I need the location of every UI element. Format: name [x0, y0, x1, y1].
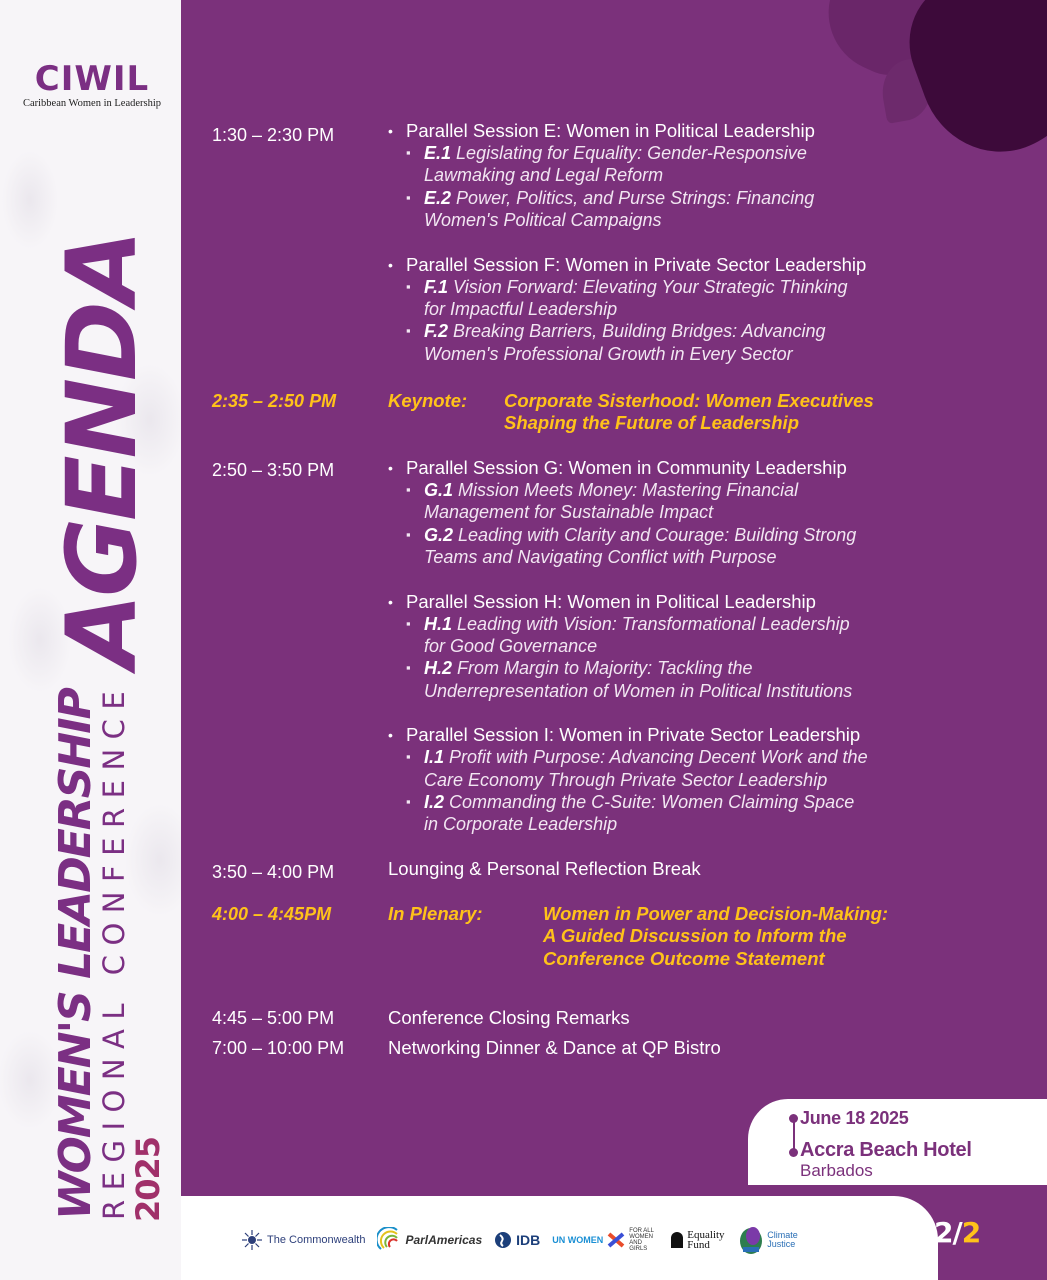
- footer: [181, 1196, 1047, 1280]
- session-item-line: Teams and Navigating Conflict with Purpose: [424, 547, 777, 568]
- session-code: H.2: [424, 658, 453, 679]
- agenda-sessions: [388, 120, 1028, 365]
- plenary-label: In Plenary:: [388, 903, 483, 924]
- session-item-line: Management for Sustainable Impact: [424, 502, 714, 523]
- event-subtitle: REGIONAL CONFERENCE: [97, 681, 131, 1220]
- agenda-time: 4:00 – 4:45PM: [212, 904, 332, 924]
- agenda-time: 1:30 – 2:30 PM: [212, 125, 335, 145]
- logo-subtitle: Caribbean Women in Leadership: [22, 98, 162, 109]
- session-code: F.1: [424, 276, 449, 297]
- agenda-body: [388, 1007, 1028, 1029]
- session-item-line: Commanding the C-Suite: Women Claiming Space: [449, 792, 855, 813]
- session-title: • Parallel Session I: Women in Private Sector Leadership: [388, 724, 1028, 746]
- agenda-text: Lounging & Personal Reflection Break: [388, 858, 701, 879]
- agenda-time: 3:50 – 4:00 PM: [212, 862, 335, 882]
- keynote-title: [504, 390, 984, 435]
- idb-globe-icon: [494, 1231, 512, 1249]
- keynote-line: Corporate Sisterhood: Women Executives: [504, 390, 874, 411]
- square-bullet-icon: ▪: [406, 660, 411, 676]
- session-code: E.1: [424, 143, 452, 163]
- agenda-time: 7:00 – 10:00 PM: [212, 1038, 345, 1058]
- plenary-line: Conference Outcome Statement: [543, 947, 825, 969]
- partner-name: IDB: [516, 1232, 541, 1248]
- agenda-body: [388, 858, 1028, 880]
- agenda-text: Networking Dinner & Dance at QP Bistro: [388, 1037, 721, 1058]
- equality-fund-icon: [671, 1232, 683, 1248]
- agenda-panel: [181, 0, 1047, 1196]
- session-block: [388, 591, 1028, 703]
- square-bullet-icon: ▪: [406, 749, 411, 765]
- session-code: I.2: [424, 792, 445, 813]
- session-item-line: Underrepresentation of Women in Political Institutions: [424, 680, 853, 701]
- sidebar: [0, 0, 181, 1280]
- session-block: [388, 457, 1028, 569]
- session-item-line: Leading with Vision: Transformational Leadership: [457, 613, 850, 634]
- square-bullet-icon: ▪: [406, 482, 411, 497]
- session-item-line: for Impactful Leadership: [424, 299, 618, 320]
- page-separator: /: [952, 1216, 962, 1249]
- agenda-time: 2:50 – 3:50 PM: [212, 460, 335, 480]
- partner-parlamericas: [377, 1227, 482, 1253]
- session-title: • Parallel Session F: Women in Private Sector Leadership: [388, 254, 1028, 276]
- plenary-title: [543, 903, 1023, 970]
- square-bullet-icon: ▪: [406, 278, 411, 294]
- partner-name: UN WOMEN: [552, 1234, 604, 1245]
- agenda-sessions: [388, 457, 1028, 836]
- session-item-line: Legislating for Equality: Gender-Responsive: [456, 143, 807, 163]
- session-item: [388, 320, 1028, 365]
- session-code: H.1: [424, 613, 453, 634]
- partner-name: Equality Fund: [687, 1229, 725, 1251]
- session-item-line: Power, Politics, and Purse Strings: Financing: [456, 187, 815, 208]
- partner-tagline: FOR ALL WOMEN AND GIRLS: [629, 1228, 654, 1252]
- session-code: G.1: [424, 480, 454, 500]
- plenary-line: A Guided Discussion to Inform the: [543, 925, 847, 947]
- session-item: [388, 613, 1028, 658]
- session-item-line: Breaking Barriers, Building Bridges: Advancing: [453, 321, 826, 342]
- plenary-line: Women in Power and Decision-Making:: [543, 903, 889, 924]
- session-item-line: Profit with Purpose: Advancing Decent Work and the: [449, 747, 868, 768]
- timeline-dot-icon: [789, 1148, 798, 1157]
- session-item-line: Vision Forward: Elevating Your Strategic Thinking: [453, 276, 848, 297]
- partner-name: The Commonwealth: [267, 1234, 366, 1246]
- session-item: [388, 187, 1028, 232]
- session-item: [388, 524, 1028, 569]
- venue-city: Barbados: [800, 1161, 873, 1180]
- keynote-line: Shaping the Future of Leadership: [504, 412, 799, 434]
- agenda-time: 4:45 – 5:00 PM: [212, 1008, 335, 1028]
- session-item: [388, 479, 1028, 524]
- partner-name: Climate Justice: [767, 1230, 798, 1249]
- session-block: [388, 254, 1028, 366]
- square-bullet-icon: ▪: [406, 145, 411, 160]
- square-bullet-icon: ▪: [406, 323, 411, 339]
- session-title: • Parallel Session H: Women in Political Leadership: [388, 591, 1028, 613]
- parlamericas-arc-icon: [377, 1227, 401, 1253]
- agenda-title: AGENDA: [46, 233, 158, 668]
- commonwealth-emblem-icon: [241, 1229, 263, 1251]
- partners-strip: [181, 1196, 938, 1280]
- session-item-line: in Corporate Leadership: [424, 814, 618, 835]
- session-item-line: Mission Meets Money: Mastering Financial: [458, 480, 799, 500]
- partner-equality-fund: [671, 1230, 727, 1250]
- keynote-label: Keynote:: [388, 390, 468, 411]
- session-item-line: Care Economy Through Private Sector Leadership: [424, 769, 828, 790]
- session-item-line: From Margin to Majority: Tackling the: [457, 658, 753, 679]
- session-item-line: Leading with Clarity and Courage: Building Strong: [458, 524, 857, 545]
- session-item: [388, 746, 1028, 791]
- climate-justice-icon: [739, 1225, 763, 1255]
- session-item-line: Women's Professional Growth in Every Sector: [424, 343, 793, 364]
- square-bullet-icon: ▪: [406, 189, 411, 205]
- session-title: • Parallel Session E: Women in Political Leadership: [388, 120, 1028, 142]
- partner-un-women: [552, 1228, 659, 1252]
- venue-card: [748, 1099, 1047, 1185]
- timeline-dot-icon: [789, 1114, 798, 1123]
- square-bullet-icon: ▪: [406, 794, 411, 810]
- session-item-line: for Good Governance: [424, 636, 598, 657]
- session-code: E.2: [424, 187, 452, 208]
- square-bullet-icon: ▪: [406, 615, 411, 631]
- session-block: [388, 724, 1028, 836]
- agenda-text: Conference Closing Remarks: [388, 1007, 630, 1028]
- agenda-body: [388, 1037, 1028, 1059]
- square-bullet-icon: ▪: [406, 526, 411, 542]
- page-current-label: 2: [934, 1216, 953, 1249]
- partner-logos: [241, 1224, 807, 1256]
- session-code: G.2: [424, 524, 454, 545]
- session-code: I.1: [424, 747, 445, 768]
- event-date: June 18 2025: [800, 1108, 909, 1128]
- page-total-label: 2: [961, 1216, 981, 1249]
- agenda-time: 2:35 – 2:50 PM: [212, 391, 337, 411]
- session-item-line: Women's Political Campaigns: [424, 210, 662, 231]
- session-item: [388, 791, 1028, 836]
- partner-name: ParlAmericas: [405, 1233, 483, 1247]
- session-title: • Parallel Session G: Women in Community Leadership: [388, 457, 1028, 479]
- partner-climate-justice: [739, 1225, 807, 1255]
- venue-hotel: Accra Beach Hotel: [800, 1139, 972, 1161]
- session-item: [388, 657, 1028, 702]
- session-code: F.2: [424, 321, 449, 342]
- page-indicator: [934, 1216, 980, 1249]
- event-title: WOMEN'S LEADERSHIP: [50, 689, 101, 1220]
- un-women-icon: [607, 1231, 625, 1249]
- partner-commonwealth: [241, 1229, 365, 1251]
- partner-idb: [494, 1231, 540, 1249]
- event-year: 2025: [129, 1136, 167, 1222]
- session-item: [388, 142, 1028, 187]
- session-item: [388, 276, 1028, 321]
- session-block: [388, 120, 1028, 232]
- ciwil-logo: [22, 59, 162, 110]
- session-item-line: Lawmaking and Legal Reform: [424, 165, 664, 186]
- logo-mark: CIWIL: [34, 59, 150, 99]
